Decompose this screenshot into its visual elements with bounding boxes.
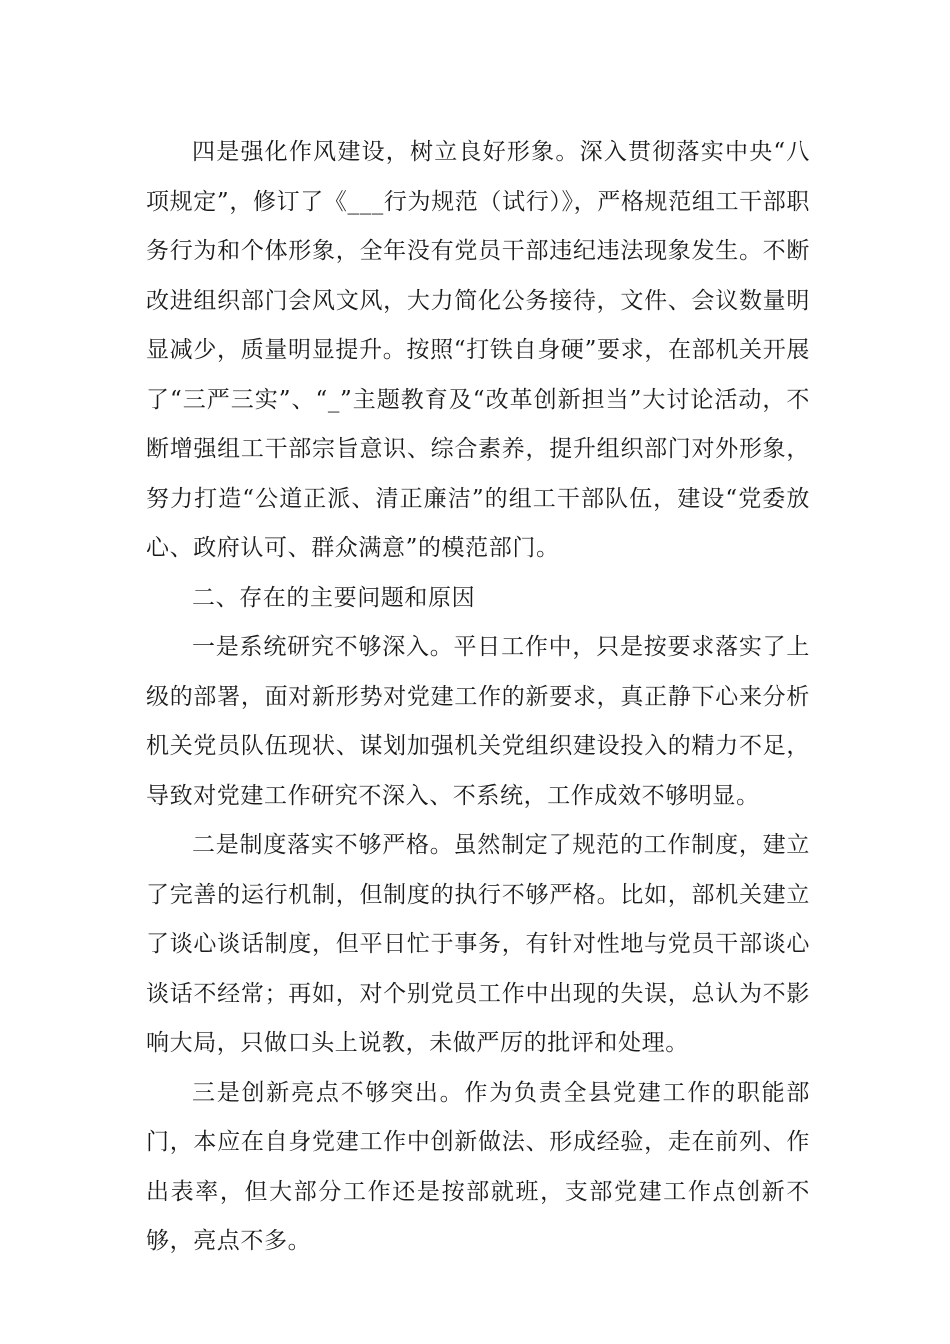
paragraph-research: 一是系统研究不够深入。平日工作中，只是按要求落实了上级的部署，面对新形势对党建工作的新要求，真正静下心来分析机关党员队伍现状、谋划加强机关党组织建设投入的精力不足，导致对党建工作研究不深入、不系统，工作成效不够明显。 <box>146 634 810 809</box>
section-heading-problems: 二、存在的主要问题和原因 <box>192 584 476 611</box>
paragraph-style-conduct: 四是强化作风建设，树立良好形象。深入贯彻落实中央“八项规定”，修订了《___行为规范（试行）》，严格规范组工干部职务行为和个体形象，全年没有党员干部违纪违法现象发生。不断改进组织部门会风文风，大力简化公务接待，文件、会议数量明显减少，质量明显提升。按照“打铁自身硬”要求，在部机关开展了“三严三实”、“_”主题教育及“改革创新担当”大讨论活动，不断增强组工干部宗旨意识、综合素养，提升组织部门对外形象，努力打造“公道正派、清正廉洁”的组工干部队伍，建设“党委放心、政府认可、群众满意”的模范部门。 <box>146 139 810 561</box>
paragraph-institution: 二是制度落实不够严格。虽然制定了规范的工作制度，建立了完善的运行机制，但制度的执行不够严格。比如，部机关建立了谈心谈话制度，但平日忙于事务，有针对性地与党员干部谈心谈话不经常；再如，对个别党员工作中出现的失误，总认为不影响大局，只做口头上说教，未做严厉的批评和处理。 <box>146 832 810 1056</box>
document-body <box>146 128 810 1267</box>
paragraph-innovation: 三是创新亮点不够突出。作为负责全县党建工作的职能部门，本应在自身党建工作中创新做法、形成经验，走在前列、作出表率，但大部分工作还是按部就班，支部党建工作点创新不够，亮点不多。 <box>146 1079 810 1254</box>
